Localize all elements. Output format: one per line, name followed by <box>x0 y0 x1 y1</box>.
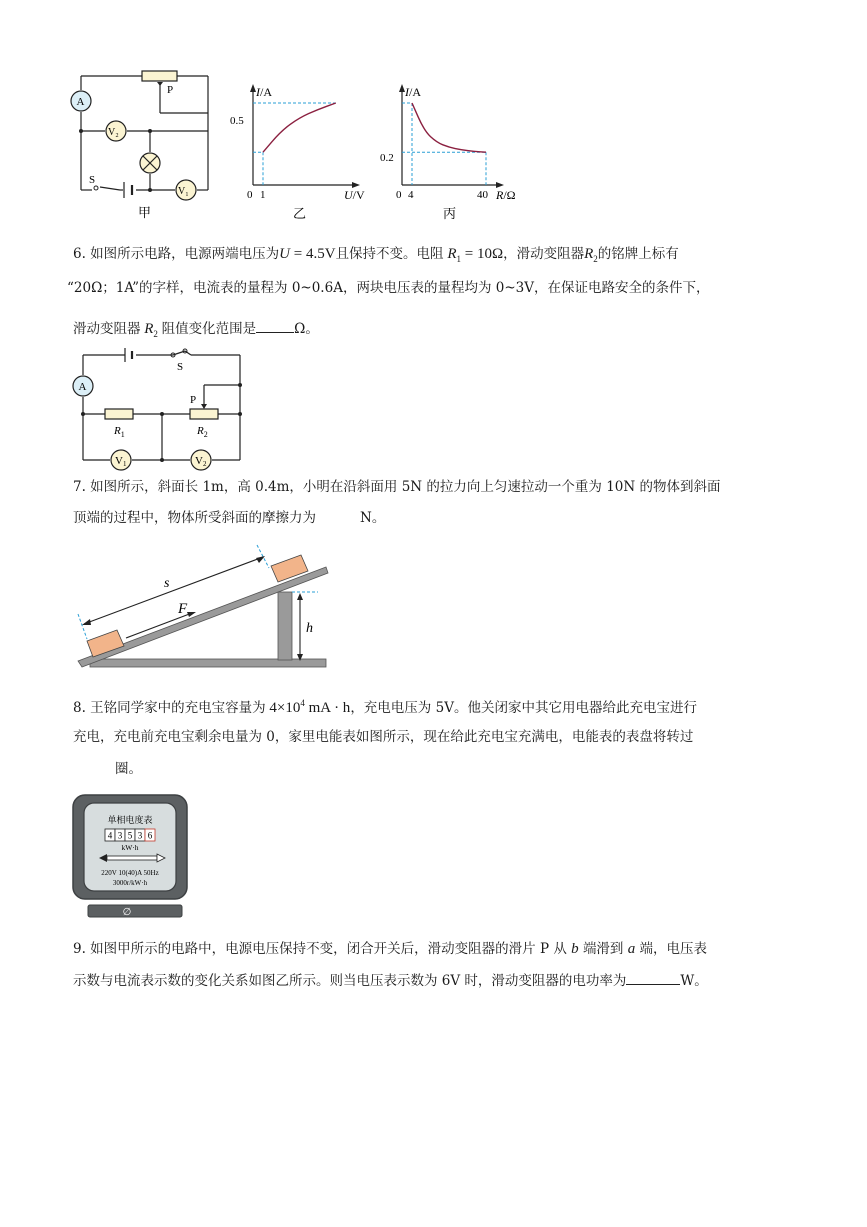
q6-formula-r2: $R_2$ <box>584 246 598 264</box>
meter-digit: 6 <box>147 830 153 841</box>
q6-line-1 <box>73 245 679 268</box>
q8-line-1 <box>73 694 697 717</box>
switch-label: S <box>89 174 96 186</box>
q6-text-e: 滑动变阻器 <box>73 321 141 337</box>
q6-text-g: Ω。 <box>294 321 319 337</box>
ammeter-label: A <box>76 96 85 108</box>
q6-r2-label: $R_2$ <box>197 425 208 439</box>
v2-label: V₂ <box>108 127 119 138</box>
q6-ammeter-label: A <box>78 381 87 393</box>
electric-meter <box>70 792 190 922</box>
q6-v2-label: V2 <box>195 455 207 468</box>
incline-s-label: s <box>164 576 170 591</box>
q8-text-a: 8. 王铭同学家中的充电宝容量为 <box>73 700 266 716</box>
q6-formula-r1: $R_1 = 10\Omega$ <box>447 246 504 264</box>
caption-yi: 乙 <box>293 207 307 222</box>
q9-answer-blank[interactable] <box>626 984 680 985</box>
q6-text-a: 6. 如图所示电路，电源两端电压为 <box>73 246 280 262</box>
q7-text-b: N。 <box>360 510 386 526</box>
meter-title: 单相电度表 <box>107 816 153 826</box>
bing-xtick-4: 4 <box>408 189 414 201</box>
meter-spec-2: 3000r/kW·h <box>112 879 148 887</box>
curve-yi <box>263 103 336 152</box>
q6-text-d: 的铭牌上标有 <box>597 246 679 262</box>
graph-bing <box>380 80 530 225</box>
graph-yi <box>232 80 382 225</box>
meter-digit: 3 <box>137 830 143 841</box>
q9-text-f: W。 <box>680 973 708 989</box>
yi-origin: 0 <box>247 189 253 201</box>
q9-var-b: b <box>571 941 579 957</box>
q8-text-b: ，充电电压为 5V。他关闭家中其它用电器给此充电宝进行 <box>350 700 697 716</box>
v1-label: V₁ <box>178 186 189 197</box>
caption-jia: 甲 <box>138 206 152 221</box>
q6-text-c: ，滑动变阻器 <box>503 246 585 262</box>
q6-answer-blank[interactable] <box>256 332 294 333</box>
meter-digit: 4 <box>107 830 113 841</box>
slider-label: P <box>167 84 174 96</box>
q8-line-3: 圈。 <box>115 761 142 777</box>
q6-formula-u: U = 4.5V <box>279 246 336 262</box>
meter-digit: 5 <box>127 830 133 841</box>
meter-unit: kW·h <box>121 843 139 852</box>
bing-xlabel: R/Ω <box>496 188 516 202</box>
q6-r1-label: $R_1$ <box>114 425 125 439</box>
q6-switch-label: S <box>177 361 184 373</box>
incline-h-label: h <box>306 621 313 636</box>
q6-text-f: 阻值变化范围是 <box>161 321 257 337</box>
yi-xtick: 1 <box>260 189 266 201</box>
q6-line-2: “20Ω；1A”的字样，电流表的量程为 0~0.6A，两块电压表的量程均为 0~3V，在保证电路安全的条件下， <box>67 280 710 296</box>
bing-ytick: 0.2 <box>380 152 394 164</box>
meter-digits <box>105 829 155 841</box>
incline-f-label: F <box>178 601 188 617</box>
q6-text-b: 且保持不变。电阻 <box>335 246 444 262</box>
q7-line-1: 7. 如图所示，斜面长 1m，高 0.4m，小明在沿斜面用 5N 的拉力向上匀速拉动一个重为 10N 的物体到斜面 <box>73 479 721 495</box>
q9-text-e: 示数与电流表示数的变化关系如图乙所示。则当电压表示数为 6V 时，滑动变阻器的电功率为 <box>73 973 627 989</box>
q9-line-2 <box>73 972 708 990</box>
q9-text-a: 9. 如图甲所示的电路中，电源电压保持不变，闭合开关后，滑动变阻器的滑片 P 从 <box>73 941 567 957</box>
yi-ytick: 0.5 <box>230 115 244 127</box>
bing-xtick-40: 40 <box>477 189 488 201</box>
bing-ylabel: I/A <box>405 85 421 99</box>
q9-line-1 <box>73 940 707 958</box>
bing-origin: 0 <box>396 189 402 201</box>
q9-text-c: 端滑到 <box>582 941 624 957</box>
incline-figure <box>70 540 335 672</box>
q6-v1-label: V1 <box>115 455 127 468</box>
yi-ylabel: I/A <box>256 85 272 99</box>
q6-line-3 <box>73 320 319 343</box>
yi-xlabel: U/V <box>344 188 365 202</box>
meter-spec-1: 220V 10(40)A 50Hz <box>101 869 159 877</box>
q9-var-a: a <box>627 941 636 957</box>
meter-knob-icon: ∅ <box>122 907 132 918</box>
q8-line-2: 充电，充电前充电宝剩余电量为 0，家里电能表如图所示，现在给此充电宝充满电，电能表的表盘将转过 <box>73 729 694 745</box>
curve-bing <box>412 103 486 152</box>
q6-formula-r2b: $R_2$ <box>144 321 158 339</box>
q6-slider-label: P <box>190 394 197 406</box>
q8-formula: $4\times 10^4$ mA · h <box>269 698 351 716</box>
q7-line-2 <box>73 509 385 527</box>
caption-bing: 丙 <box>443 207 457 222</box>
circuit-q6 <box>70 345 250 475</box>
q9-text-d: 端，电压表 <box>639 941 708 957</box>
circuit-jia <box>70 65 230 225</box>
q7-text-a: 顶端的过程中，物体所受斜面的摩擦力为 <box>73 510 316 526</box>
meter-digit: 3 <box>117 830 123 841</box>
